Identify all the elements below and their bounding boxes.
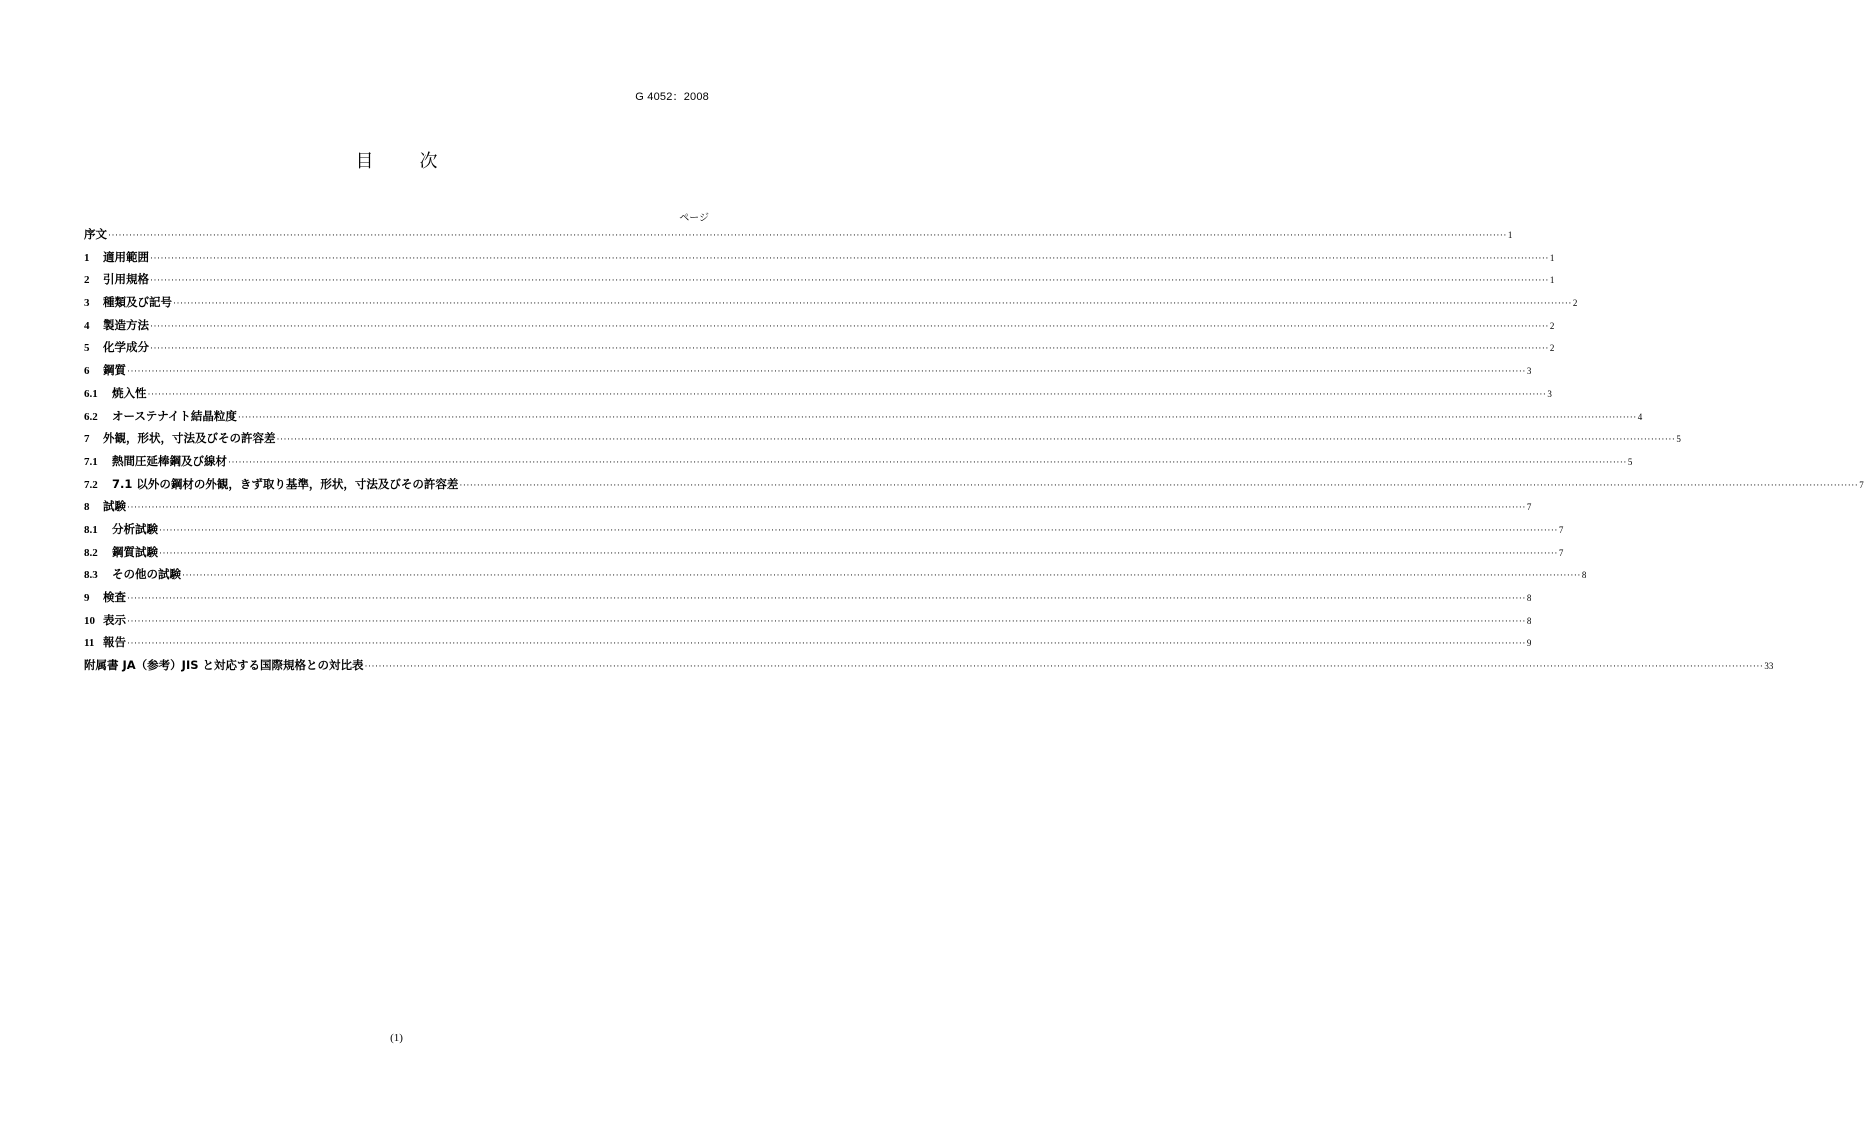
toc-entry-number: 1 xyxy=(84,251,90,264)
toc-entry-number: 6.2 xyxy=(84,410,98,423)
toc-entry-label: 附属書 JA（参考）JIS と対応する国際規格との対比表 xyxy=(84,658,364,673)
toc-dot-leader: ················································································································································································································································································································································································································ xyxy=(127,502,1526,513)
toc-entry-number: 7 xyxy=(84,433,90,446)
toc-entry-page: 7 xyxy=(1526,502,1532,513)
toc-entry-number: 7.2 xyxy=(84,478,98,491)
toc-entry-label: オーステナイト結晶粒度 xyxy=(112,408,237,423)
toc-entry-page: 5 xyxy=(1676,434,1681,445)
toc-entry-label: 報告 xyxy=(103,635,126,650)
toc-dot-leader: ················································································································································································································································································································································································································ xyxy=(127,638,1526,649)
toc-entry-label: 7.1 以外の鋼材の外観，きず取り基準，形状，寸法及びその許容差 xyxy=(112,476,459,491)
toc-dot-leader: ················································································································································································································································································································································································································ xyxy=(159,524,1558,535)
toc-entry-label: 検査 xyxy=(103,590,126,604)
document-number: G 4052：2008 xyxy=(635,91,709,103)
toc-dot-leader: ················································································································································································································································································································································································································ xyxy=(150,320,1549,331)
toc-entry[interactable] xyxy=(84,385,1552,408)
page-title: 目 次 xyxy=(355,151,452,172)
toc-entry-page: 1 xyxy=(1507,230,1513,240)
toc-dot-leader: ················································································································································································································································································································································································································ xyxy=(127,366,1526,377)
toc-entry[interactable] xyxy=(84,453,1633,476)
toc-entry-page: 3 xyxy=(1526,366,1532,377)
toc-entry-label: 種類及び記号 xyxy=(103,295,172,310)
toc-entry-label: 鋼質試験 xyxy=(112,544,158,559)
toc-entry[interactable] xyxy=(84,317,1555,340)
toc-dot-leader: ················································································································································································································································································································································································································ xyxy=(127,593,1526,603)
toc-entry-number: 7.1 xyxy=(84,455,98,468)
toc-entry[interactable] xyxy=(84,544,1564,567)
toc-entry-page: 1 xyxy=(1549,275,1555,286)
toc-entry-number: 8.2 xyxy=(84,546,98,559)
toc-entry[interactable] xyxy=(84,249,1555,272)
toc-entry-number: 4 xyxy=(84,319,90,332)
toc-entry-page: 2 xyxy=(1572,298,1578,309)
toc-entry-number: 8.3 xyxy=(84,569,98,582)
toc-dot-leader: ················································································································································································································································································································································································································ xyxy=(228,456,1627,467)
toc-entry[interactable] xyxy=(84,226,1513,249)
toc-dot-leader: ················································································································································································································································································································································································································ xyxy=(127,615,1526,626)
toc-entry[interactable] xyxy=(84,271,1555,294)
toc-entry[interactable] xyxy=(84,362,1532,385)
toc-dot-leader: ················································································································································································································································································································································································································ xyxy=(150,252,1549,263)
toc-entry-number: 2 xyxy=(84,274,90,287)
toc-dot-leader: ················································································································································································································································································································································································································ xyxy=(364,661,1764,672)
toc-entry-number: 8.1 xyxy=(84,523,98,536)
toc-entry-page: 5 xyxy=(1627,456,1633,467)
toc-entry-label: 試験 xyxy=(103,499,126,514)
toc-entry-label: 表示 xyxy=(103,612,126,627)
toc-entry-number: 8 xyxy=(84,501,90,514)
page-column-label: ページ xyxy=(679,213,709,224)
toc-entry-page: 4 xyxy=(1637,411,1643,422)
toc-entry-number: 10 xyxy=(84,614,95,627)
toc-entry-label: その他の試験 xyxy=(112,567,181,582)
toc-entry-label: 鋼質 xyxy=(103,363,126,378)
toc-entry-page: 33 xyxy=(1764,661,1774,672)
toc-dot-leader: ················································································································································································································································································································································································································ xyxy=(237,411,1637,422)
toc-entry-page: 7 xyxy=(1859,479,1864,490)
toc-dot-leader: ················································································································································································································································································································································································································ xyxy=(150,343,1549,354)
toc-entry-label: 化学成分 xyxy=(103,340,149,355)
toc-entry-page: 2 xyxy=(1549,343,1555,354)
toc-entry-page: 8 xyxy=(1526,615,1532,626)
toc-entry-label: 引用規格 xyxy=(103,272,149,287)
toc-entry[interactable] xyxy=(84,408,1643,431)
toc-entry-label: 適用範囲 xyxy=(103,249,149,264)
table-of-contents xyxy=(84,226,1864,680)
toc-entry[interactable] xyxy=(84,521,1564,544)
toc-entry[interactable] xyxy=(84,566,1587,589)
toc-entry[interactable] xyxy=(84,589,1532,612)
toc-dot-leader: ················································································································································································································································································································································································································ xyxy=(108,230,1507,240)
toc-entry-label: 焼入性 xyxy=(112,385,147,400)
toc-entry[interactable] xyxy=(84,476,1864,499)
toc-entry[interactable] xyxy=(84,430,1681,453)
toc-entry-label: 熱間圧延棒鋼及び線材 xyxy=(112,453,227,468)
toc-entry[interactable] xyxy=(84,498,1532,521)
toc-entry-page: 1 xyxy=(1549,252,1555,263)
toc-dot-leader: ················································································································································································································································································································································································································ xyxy=(182,570,1581,581)
toc-entry-label: 製造方法 xyxy=(103,317,149,332)
toc-dot-leader: ················································································································································································································································································································································································································ xyxy=(150,275,1549,286)
toc-entry-number: 6 xyxy=(84,365,90,378)
toc-entry[interactable] xyxy=(84,339,1555,362)
toc-entry-page: 3 xyxy=(1547,388,1552,399)
toc-entry-number: 11 xyxy=(84,637,95,650)
toc-entry-page: 8 xyxy=(1581,570,1587,581)
page-footer-number: (1) xyxy=(390,1032,403,1044)
toc-entry-label: 分析試験 xyxy=(112,521,158,536)
toc-dot-leader: ················································································································································································································································································································································································································ xyxy=(147,388,1547,399)
toc-entry[interactable] xyxy=(84,294,1578,317)
toc-entry-label: 外観，形状，寸法及びその許容差 xyxy=(103,431,276,446)
toc-dot-leader: ················································································································································································································································································································································································································ xyxy=(159,547,1558,558)
toc-entry[interactable] xyxy=(84,634,1532,657)
toc-entry-label: 序文 xyxy=(84,227,107,241)
toc-entry[interactable] xyxy=(84,612,1532,635)
toc-entry-number: 6.1 xyxy=(84,387,98,400)
toc-entry-number: 3 xyxy=(84,297,90,310)
toc-dot-leader: ················································································································································································································································································································································································································ xyxy=(459,479,1859,490)
toc-entry-number: 9 xyxy=(84,592,90,604)
toc-entry[interactable] xyxy=(84,657,1774,680)
toc-entry-page: 7 xyxy=(1558,524,1564,535)
toc-entry-number: 5 xyxy=(84,342,90,355)
toc-entry-page: 9 xyxy=(1526,638,1532,649)
toc-dot-leader: ················································································································································································································································································································································································································ xyxy=(173,298,1572,309)
toc-entry-page: 7 xyxy=(1558,547,1564,558)
toc-entry-page: 2 xyxy=(1549,320,1555,331)
toc-dot-leader: ················································································································································································································································································································································································································ xyxy=(276,434,1676,445)
toc-entry-page: 8 xyxy=(1526,593,1532,603)
